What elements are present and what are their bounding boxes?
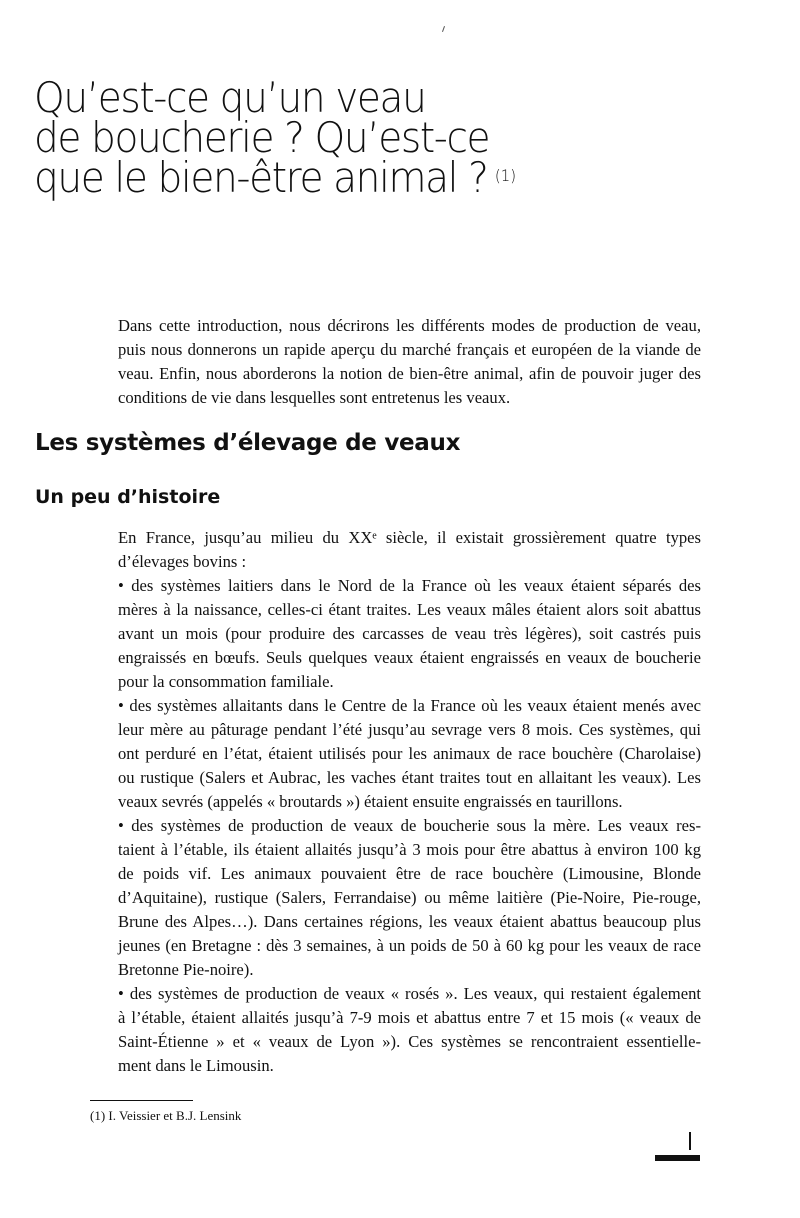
- body-line: • des systèmes de production de veaux « rosés ». Les veaux, qui restaient également: [118, 984, 701, 1003]
- intro-line: Dans cette introduction, nous décrirons les différents modes de production de veau,: [118, 316, 701, 335]
- title-line-1: Qu’est-ce qu’un veau: [34, 73, 426, 122]
- intro-line: veau. Enfin, nous aborderons la notion de bien-être animal, afin de pouvoir juger des: [118, 364, 701, 383]
- body-paragraph: [118, 526, 701, 574]
- body-text: [118, 526, 701, 1078]
- body-line: En France, jusqu’au milieu du XXᵉ siècle, il existait grossièrement quatre types: [118, 528, 701, 547]
- body-line: à l’étable, étaient allaités jusqu’à 7-9 mois et abattus entre 7 et 15 mois (« veaux de: [118, 1008, 701, 1027]
- body-line: veaux sevrés (appelés « broutards ») étaient ensuite engraissés en taurillons.: [118, 792, 623, 811]
- body-line: d’Aquitaine), rustique (Salers, Ferrandaise) ou même laitière (Pie-Noire, Pie-rouge,: [118, 888, 701, 907]
- body-paragraph: [118, 694, 701, 814]
- scan-mark: [442, 26, 445, 32]
- body-line: de poids vif. Les animaux pouvaient être de race bouchère (Limousine, Blonde: [118, 864, 701, 883]
- body-line: engraissés en bœufs. Seuls quelques veaux étaient engraissés en veaux de boucherie: [118, 648, 701, 667]
- body-paragraph: [118, 574, 701, 694]
- body-line: ou rustique (Salers et Aubrac, les vaches étant traites tout en allaitant les veaux). Les: [118, 768, 701, 787]
- body-paragraph: [118, 982, 701, 1078]
- footnote-reference: (1): [494, 166, 517, 185]
- body-line: Bretonne Pie-noire).: [118, 960, 254, 979]
- body-line: Saint-Étienne » et « veaux de Lyon »). Ces systèmes se rencontraient essentielle-: [118, 1032, 701, 1051]
- body-line: taient à l’étable, ils étaient allaités jusqu’à 3 mois pour être abattus à environ 100 kg: [118, 840, 701, 859]
- body-paragraph: [118, 814, 701, 982]
- body-line: ment dans le Limousin.: [118, 1056, 274, 1075]
- body-line: Brune des Alpes…). Dans certaines régions, les veaux étaient abattus beaucoup plus: [118, 912, 701, 931]
- title-line-3: que le bien-être animal ?: [34, 153, 488, 202]
- body-line: mères à la naissance, celles-ci étant traites. Les veaux mâles étaient alors soit abattus: [118, 600, 701, 619]
- intro-paragraph: [118, 314, 701, 410]
- body-line: leur mère au pâturage pendant l’été jusqu’au sevrage vers 8 mois. Ces systèmes, qui: [118, 720, 701, 739]
- subsection-heading: Un peu d’histoire: [35, 486, 221, 508]
- body-line: • des systèmes de production de veaux de boucherie sous la mère. Les veaux res-: [118, 816, 701, 835]
- body-line: • des systèmes allaitants dans le Centre de la France où les veaux étaient menés avec: [118, 696, 701, 715]
- page-number: [689, 1132, 691, 1150]
- body-line: avant un mois (pour produire des carcasses de veau très légères), soit castrés puis: [118, 624, 701, 643]
- body-line: ont perduré en l’état, étaient utilisés pour les animaux de race bouchère (Charolaise): [118, 744, 701, 763]
- footnote: (1) I. Veissier et B.J. Lensink: [90, 1108, 242, 1123]
- footnote-divider: [90, 1100, 193, 1101]
- body-line: jeunes (en Bretagne : dès 3 semaines, à un poids de 50 à 60 kg pour les veaux de race: [118, 936, 701, 955]
- page-number-bar: [655, 1155, 700, 1161]
- intro-line: puis nous donnerons un rapide aperçu du marché français et européen de la viande de: [118, 340, 701, 359]
- intro-line: conditions de vie dans lesquelles sont entretenus les veaux.: [118, 388, 511, 407]
- chapter-title: [34, 73, 517, 202]
- body-line: • des systèmes laitiers dans le Nord de la France où les veaux étaient séparés des: [118, 576, 701, 595]
- body-line: d’élevages bovins :: [118, 552, 247, 571]
- body-line: pour la consommation familiale.: [118, 672, 334, 691]
- section-heading: Les systèmes d’élevage de veaux: [35, 430, 461, 456]
- title-line-2: de boucherie ? Qu’est-ce: [34, 113, 490, 162]
